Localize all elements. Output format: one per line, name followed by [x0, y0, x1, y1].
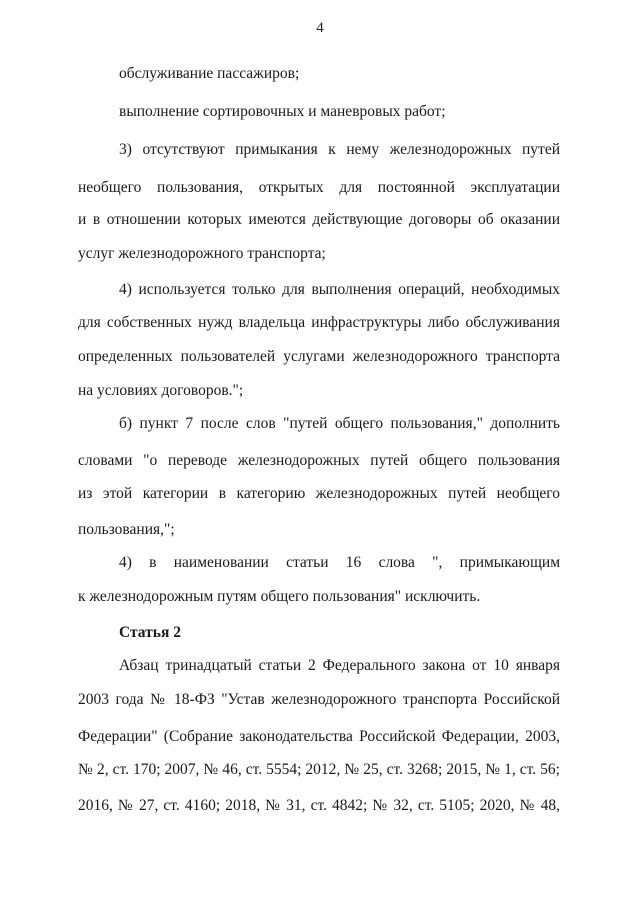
text-line: обслуживание пассажиров; — [119, 65, 300, 82]
text-line: услуг железнодорожного транспорта; — [78, 245, 326, 262]
text-line: и в отношении которых имеются действующие договоры об оказании — [78, 211, 560, 228]
text-line: на условиях договоров."; — [78, 382, 244, 399]
text-line: 2003 года № 18-ФЗ "Устав железнодорожного транспорта Российской — [78, 691, 560, 708]
text-line: выполнение сортировочных и маневровых работ; — [119, 103, 446, 120]
text-line: 4) в наименовании статьи 16 слова ", примыкающим — [119, 554, 560, 571]
text-line: необщего пользования, открытых для постоянной эксплуатации — [78, 179, 560, 196]
text-line: Федерации" (Собрание законодательства Российской Федерации, 2003, — [78, 728, 560, 745]
text-line: 2016, № 27, ст. 4160; 2018, № 31, ст. 4842; № 32, ст. 5105; 2020, № 48, — [78, 797, 560, 814]
text-line: № 2, ст. 170; 2007, № 46, ст. 5554; 2012, № 25, ст. 3268; 2015, № 1, ст. 56; — [78, 761, 560, 778]
text-line: для собственных нужд владельца инфраструктуры либо обслуживания — [78, 314, 560, 331]
text-line: 3) отсутствуют примыкания к нему железнодорожных путей — [119, 141, 560, 158]
text-line: пользования,"; — [78, 521, 175, 538]
text-line: словами "о переводе железнодорожных путей общего пользования — [78, 452, 560, 469]
text-line: 4) используется только для выполнения операций, необходимых — [119, 281, 560, 298]
text-line: из этой категории в категорию железнодорожных путей необщего — [78, 485, 560, 502]
page-number: 4 — [316, 20, 324, 36]
text-line: б) пункт 7 после слов "путей общего пользования," дополнить — [119, 415, 560, 432]
text-line: определенных пользователей услугами железнодорожного транспорта — [78, 348, 560, 365]
article-heading: Статья 2 — [119, 624, 181, 641]
text-line: Абзац тринадцатый статьи 2 Федерального закона от 10 января — [119, 657, 560, 674]
text-line: к железнодорожным путям общего пользования" исключить. — [78, 588, 481, 605]
